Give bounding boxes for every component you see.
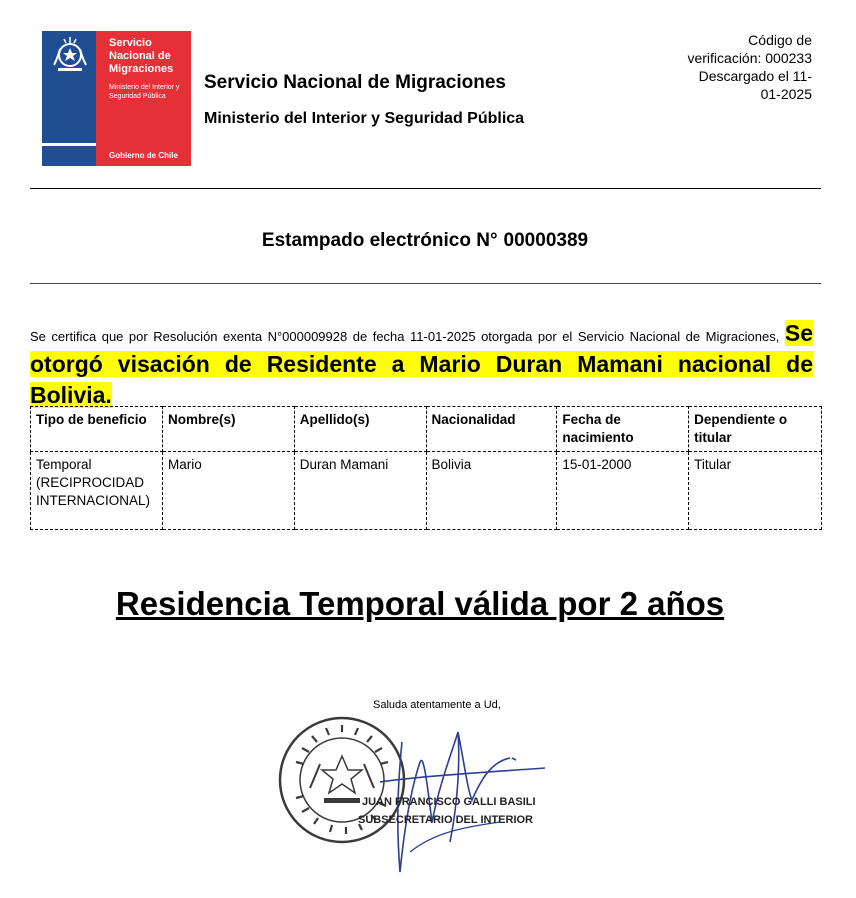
signer-name: JUAN FRANCISCO GALLI BASILI	[362, 796, 536, 808]
greeting: Saluda atentamente a Ud,	[373, 699, 501, 711]
table-cell: Temporal (RECIPROCIDAD INTERNACIONAL)	[31, 452, 163, 530]
coat-of-arms-icon	[48, 35, 92, 79]
column-header: Nacionalidad	[426, 407, 557, 452]
header-title: Servicio Nacional de Migraciones	[204, 72, 506, 93]
logo-blue-panel	[42, 31, 96, 166]
column-header: Dependiente o titular	[689, 407, 822, 452]
certification-text: Se certifica que por Resolución exenta N°000009928 de fecha 11-01-2025 otorgada por el Servicio Nacional de Migraciones,	[30, 329, 780, 344]
logo-ministry: Ministerio del Interior y Seguridad Pública	[109, 84, 180, 100]
table-cell: 15-01-2000	[557, 452, 689, 530]
column-header: Nombre(s)	[162, 407, 294, 452]
validity-heading: Residencia Temporal válida por 2 años	[115, 585, 725, 622]
logo-government: Gobierno de Chile	[109, 151, 178, 160]
logo-title: Servicio Nacional de Migraciones	[109, 37, 174, 75]
table-header-row	[31, 407, 822, 452]
header-subtitle: Ministerio del Interior y Seguridad Pública	[204, 110, 525, 127]
verification-line: 01-2025	[760, 86, 812, 102]
stamp-label: Estampado electrónico N°	[261, 230, 498, 251]
verification-block	[662, 31, 812, 103]
verification-line: Código de	[748, 32, 812, 48]
divider	[30, 188, 821, 189]
beneficiary-table	[30, 406, 822, 530]
verification-line: Descargado el 11-	[698, 68, 812, 84]
verification-line: verificación: 000233	[687, 50, 812, 66]
stamp-heading	[0, 230, 856, 252]
stamp-number: 00000389	[503, 230, 589, 251]
certification-paragraph	[30, 318, 813, 411]
certification-highlight: Se otorgó visación de Residente a Mario Duran Mamani nacional de Bolivia.	[30, 320, 813, 408]
column-header: Apellido(s)	[294, 407, 426, 452]
column-header: Fecha de nacimiento	[557, 407, 689, 452]
table-cell: Titular	[689, 452, 822, 530]
table-cell: Bolivia	[426, 452, 557, 530]
table-row	[31, 452, 822, 530]
column-header: Tipo de beneficio	[31, 407, 163, 452]
logo-red-panel	[96, 31, 191, 166]
divider	[30, 283, 821, 284]
table-cell: Duran Mamani	[294, 452, 426, 530]
government-logo	[42, 31, 191, 166]
table-cell: Mario	[162, 452, 294, 530]
signer-role: SUBSECRETARIO DEL INTERIOR	[358, 814, 533, 826]
